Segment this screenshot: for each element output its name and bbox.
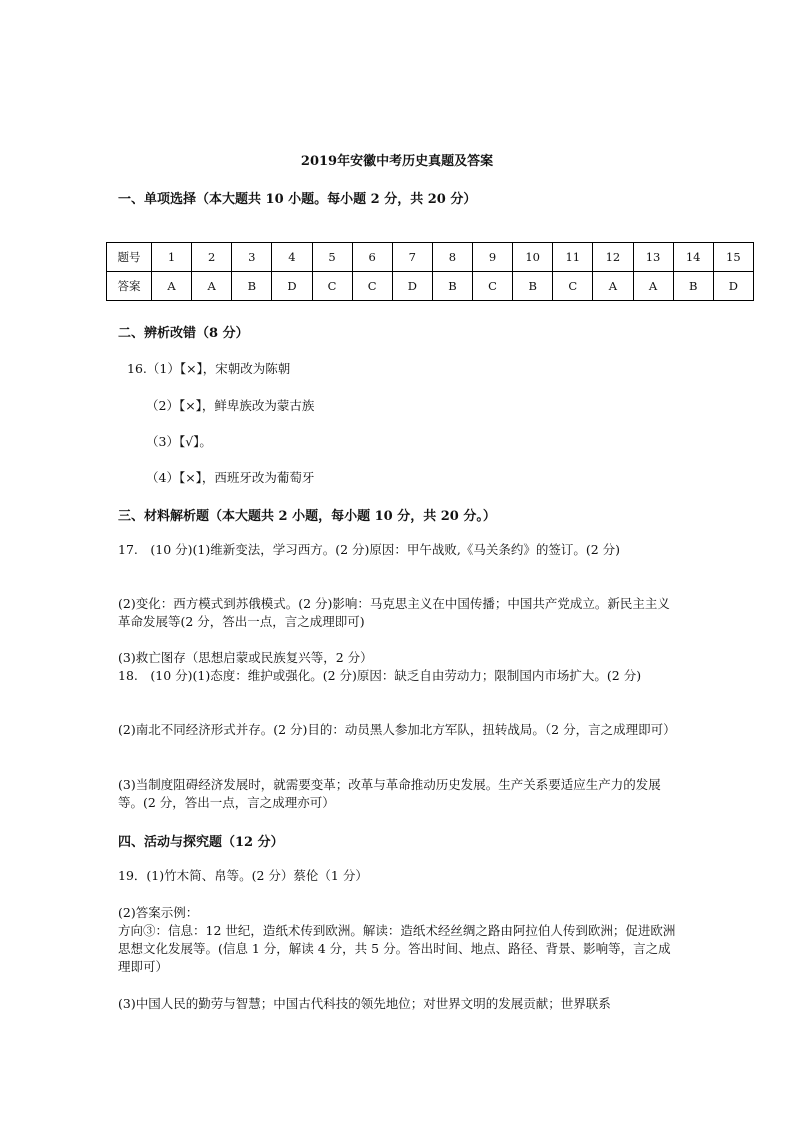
q19-part2-label: (2)答案示例： bbox=[118, 905, 199, 920]
q19-part1: 19．(1)竹木简、帛等。(2 分）蔡伦（1 分） bbox=[118, 868, 368, 883]
question-number-cell: 10 bbox=[513, 243, 553, 272]
question-number-cell: 14 bbox=[673, 243, 713, 272]
answer-cell: B bbox=[673, 272, 713, 301]
answer-cell: D bbox=[713, 272, 753, 301]
answer-cell: C bbox=[553, 272, 593, 301]
question-number-cell: 8 bbox=[432, 243, 472, 272]
question-number-cell: 6 bbox=[352, 243, 392, 272]
answer-cell: C bbox=[312, 272, 352, 301]
answer-cell: A bbox=[633, 272, 673, 301]
section2-item: 16.（1）【×】，宋朝改为陈朝 bbox=[127, 361, 291, 376]
answer-table bbox=[106, 242, 754, 301]
row-label-number: 题号 bbox=[107, 243, 152, 272]
answer-cell: B bbox=[432, 272, 472, 301]
question-number-cell: 11 bbox=[553, 243, 593, 272]
answer-cell: C bbox=[473, 272, 513, 301]
question-number-cell: 3 bbox=[232, 243, 272, 272]
question-number-cell: 2 bbox=[192, 243, 232, 272]
q19-part3: (3)中国人民的勤劳与智慧；中国古代科技的领先地位；对世界文明的发展贡献；世界联系 bbox=[118, 996, 611, 1011]
question-number-cell: 1 bbox=[152, 243, 192, 272]
answer-cell: D bbox=[392, 272, 432, 301]
answer-cell: B bbox=[232, 272, 272, 301]
answer-cell: A bbox=[152, 272, 192, 301]
q19-part2-body: 方向③：信息：12 世纪，造纸术传到欧洲。解读：造纸术经丝绸之路由阿拉伯人传到欧洲；促进欧洲思想文化发展等。(信息 1 分，解读 4 分，共 5 分。答出时间、地点、路径、背景、影响等，言之成理即可） bbox=[118, 923, 676, 974]
section2-item: （2）【×】，鲜卑族改为蒙古族 bbox=[146, 398, 315, 413]
document-title: 2019年安徽中考历史真题及答案 bbox=[300, 154, 494, 169]
q18-part3: (3)当制度阻碍经济发展时，就需要变革；改革与革命推动历史发展。生产关系要适应生产力的发展等。(2 分，答出一点，言之成理亦可） bbox=[118, 777, 661, 810]
answer-cell: A bbox=[593, 272, 633, 301]
section3-heading: 三、材料解析题（本大题共 2 小题，每小题 10 分，共 20 分。） bbox=[118, 509, 496, 524]
table-row bbox=[107, 243, 754, 272]
question-number-cell: 13 bbox=[633, 243, 673, 272]
q17-part1: 17. (10 分)(1)维新变法，学习西方。(2 分)原因：甲午战败,《马关条约》的签订。(2 分) bbox=[118, 542, 621, 557]
question-number-cell: 15 bbox=[713, 243, 753, 272]
q18-part1: 18. (10 分)(1)态度：维护或强化。(2 分)原因：缺乏自由劳动力；限制国内市场扩大。(2 分) bbox=[118, 668, 642, 683]
answer-cell: C bbox=[352, 272, 392, 301]
section1-heading: 一、单项选择（本大题共 10 小题。每小题 2 分，共 20 分） bbox=[118, 192, 477, 207]
row-label-answer: 答案 bbox=[107, 272, 152, 301]
section2-item: （3）【√】。 bbox=[146, 434, 212, 449]
section2-heading: 二、辨析改错（8 分） bbox=[118, 326, 249, 341]
question-number-cell: 12 bbox=[593, 243, 633, 272]
q17-part2: (2)变化：西方模式到苏俄模式。(2 分)影响：马克思主义在中国传播；中国共产党成立。新民主主义革命发展等(2 分，答出一点，言之成理即可) bbox=[118, 596, 670, 629]
question-number-cell: 4 bbox=[272, 243, 312, 272]
section2-item: （4）【×】，西班牙改为葡萄牙 bbox=[146, 470, 315, 485]
question-number-cell: 7 bbox=[392, 243, 432, 272]
q17-part3: (3)救亡图存（思想启蒙或民族复兴等，2 分） bbox=[118, 650, 373, 665]
answer-cell: D bbox=[272, 272, 312, 301]
question-number-cell: 5 bbox=[312, 243, 352, 272]
answer-cell: A bbox=[192, 272, 232, 301]
section4-heading: 四、活动与探究题（12 分） bbox=[118, 835, 284, 850]
answer-cell: B bbox=[513, 272, 553, 301]
q18-part2: (2)南北不同经济形式并存。(2 分)目的：动员黑人参加北方军队，扭转战局。（2 分，言之成理即可） bbox=[118, 722, 676, 737]
question-number-cell: 9 bbox=[473, 243, 513, 272]
table-row bbox=[107, 272, 754, 301]
